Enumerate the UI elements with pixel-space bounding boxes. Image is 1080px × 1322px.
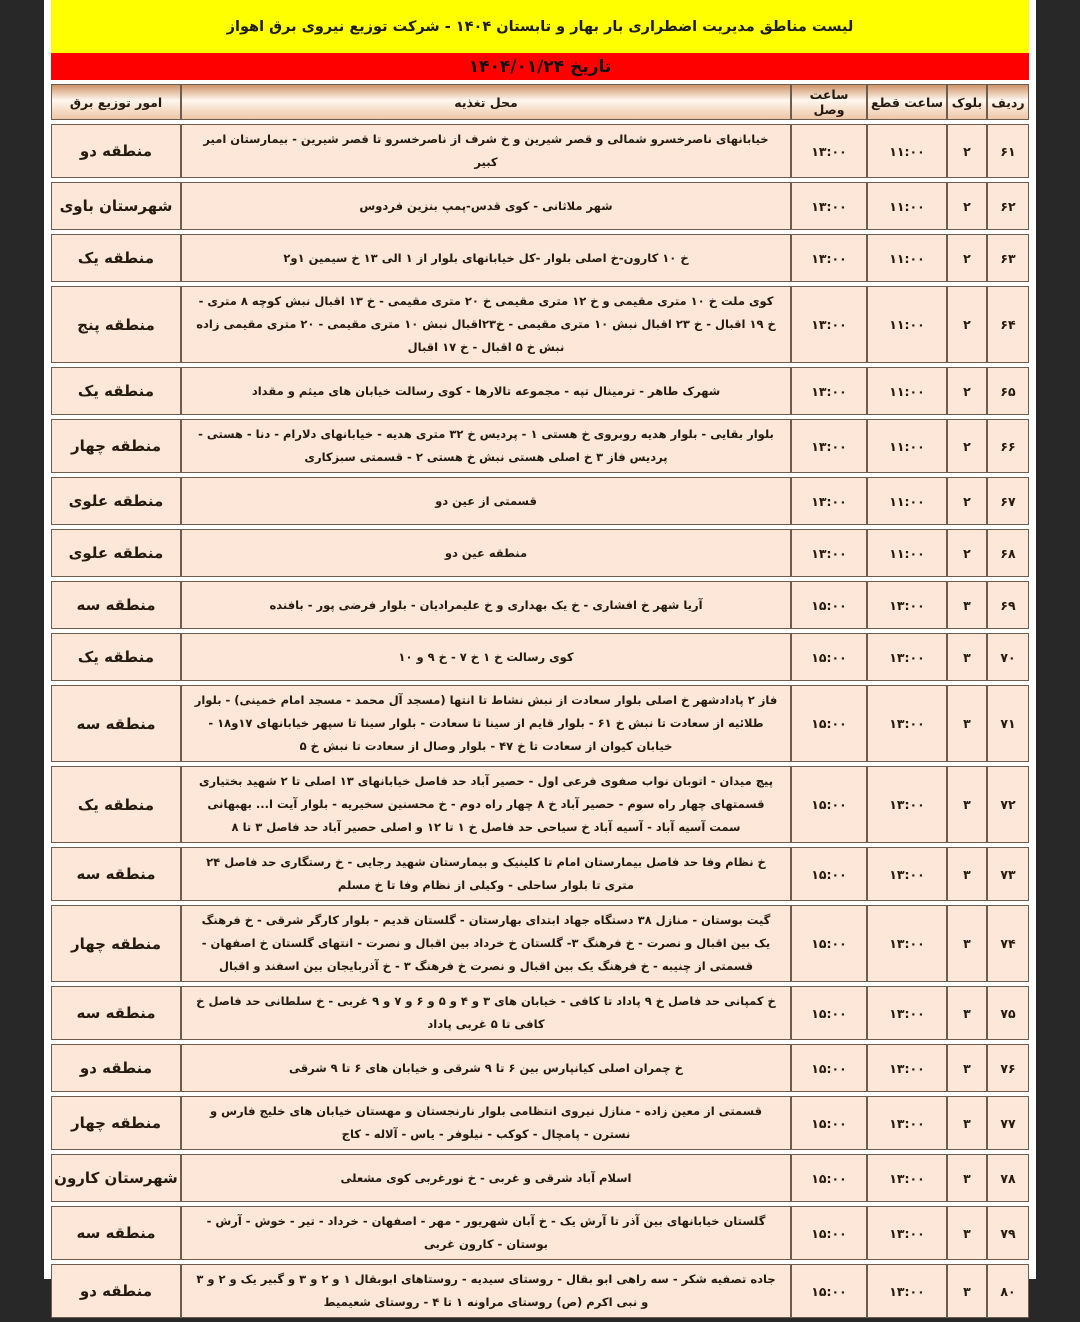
- feeding-location-cell: خ ۱۰ کارون-خ اصلی بلوار -کل خیابانهای بلوار از ۱ الی ۱۳ خ سیمین ۱و۲: [181, 234, 791, 282]
- table-row: [51, 367, 1029, 415]
- cut-time-cell: ۱۳:۰۰: [867, 766, 947, 843]
- feeding-location-cell: خ کمپانی حد فاصل خ ۹ پاداد تا کافی - خیابان های ۳ و ۴ و ۵ و ۶ و ۷ و ۹ غربی - خ سلطانی حد فاصل خ کافی تا ۵ غربی پاداد: [181, 986, 791, 1040]
- row-number-cell: ۶۱: [987, 124, 1029, 178]
- restore-time-cell: ۱۵:۰۰: [791, 1206, 867, 1260]
- row-number-cell: ۷۵: [987, 986, 1029, 1040]
- table-row: [51, 1096, 1029, 1150]
- table-row: [51, 477, 1029, 525]
- restore-time-cell: ۱۵:۰۰: [791, 847, 867, 901]
- table-row: [51, 633, 1029, 681]
- block-cell: ۳: [947, 986, 987, 1040]
- table-row: [51, 286, 1029, 363]
- restore-time-cell: ۱۵:۰۰: [791, 986, 867, 1040]
- feeding-location-cell: کوی ملت خ ۱۰ متری مقیمی و خ ۱۲ متری مقیمی خ ۲۰ متری مقیمی - خ ۱۳ اقبال نبش کوچه ۸ متری - خ ۱۹ اقبال - خ ۲۳ اقبال نبش ۱۰ متری مقیمی - خ۲۳اقبال نبش ۱۰ متری مقیمی - ۲۰ متری مقیمی زاده نبش خ ۵ اقبال - خ ۱۷ اقبال: [181, 286, 791, 363]
- restore-time-cell: ۱۵:۰۰: [791, 1264, 867, 1318]
- row-number-cell: ۷۲: [987, 766, 1029, 843]
- feeding-location-cell: خیابانهای ناصرخسرو شمالی و قصر شیرین و خ شرف از ناصرخسرو تا قصر شیرین - بیمارستان امیر کبیر: [181, 124, 791, 178]
- distribution-region-cell: منطقه یک: [51, 367, 181, 415]
- distribution-region-cell: منطقه یک: [51, 633, 181, 681]
- date-band: [51, 53, 1029, 80]
- table-row: [51, 124, 1029, 178]
- feeding-location-cell: منطقه عین دو: [181, 529, 791, 577]
- block-cell: ۳: [947, 1154, 987, 1202]
- title-band: [51, 0, 1029, 53]
- cut-time-cell: ۱۱:۰۰: [867, 477, 947, 525]
- block-cell: ۲: [947, 477, 987, 525]
- row-number-cell: ۶۳: [987, 234, 1029, 282]
- block-cell: ۳: [947, 685, 987, 762]
- row-number-cell: ۷۷: [987, 1096, 1029, 1150]
- restore-time-cell: ۱۵:۰۰: [791, 633, 867, 681]
- distribution-region-cell: منطقه یک: [51, 234, 181, 282]
- distribution-region-cell: منطقه علوی: [51, 529, 181, 577]
- row-number-cell: ۷۴: [987, 905, 1029, 982]
- restore-time-cell: ۱۵:۰۰: [791, 581, 867, 629]
- block-cell: ۲: [947, 367, 987, 415]
- header-block: بلوک: [947, 84, 987, 120]
- feeding-location-cell: پیچ میدان - اتوبان نواب صفوی فرعی اول - حصیر آباد حد فاصل خیابانهای ۱۳ اصلی تا ۲ شهید بختیاری قسمتهای چهار راه سوم - حصیر آباد خ ۸ چهار راه دوم - خ محسنین سخیریه - بلوار آیت ا... بهبهانی سمت آسیه آباد - آسیه آباد خ سیاحی حد فاصل خ ۱ تا ۱۲ و اصلی حصیر آباد حد فاصل ۳ تا ۸: [181, 766, 791, 843]
- distribution-region-cell: منطقه سه: [51, 986, 181, 1040]
- table-row: [51, 182, 1029, 230]
- restore-time-cell: ۱۵:۰۰: [791, 766, 867, 843]
- restore-time-cell: ۱۳:۰۰: [791, 477, 867, 525]
- cut-time-cell: ۱۳:۰۰: [867, 1264, 947, 1318]
- header-distribution-region: امور توزیع برق: [51, 84, 181, 120]
- restore-time-cell: ۱۵:۰۰: [791, 1154, 867, 1202]
- schedule-rows: [51, 124, 1029, 1318]
- cut-time-cell: ۱۱:۰۰: [867, 234, 947, 282]
- table-row: [51, 1206, 1029, 1260]
- cut-time-cell: ۱۱:۰۰: [867, 124, 947, 178]
- cut-time-cell: ۱۱:۰۰: [867, 419, 947, 473]
- distribution-region-cell: منطقه دو: [51, 1044, 181, 1092]
- row-number-cell: ۸۰: [987, 1264, 1029, 1318]
- row-number-cell: ۶۵: [987, 367, 1029, 415]
- block-cell: ۳: [947, 1264, 987, 1318]
- page-title: لیست مناطق مدیریت اضطراری بار بهار و تابستان ۱۴۰۴ - شرکت توزیع نیروی برق اهواز: [226, 18, 854, 35]
- row-number-cell: ۶۷: [987, 477, 1029, 525]
- distribution-region-cell: منطقه سه: [51, 685, 181, 762]
- distribution-region-cell: منطقه علوی: [51, 477, 181, 525]
- cut-time-cell: ۱۳:۰۰: [867, 633, 947, 681]
- distribution-region-cell: منطقه سه: [51, 581, 181, 629]
- distribution-region-cell: منطقه چهار: [51, 905, 181, 982]
- distribution-region-cell: منطقه چهار: [51, 1096, 181, 1150]
- feeding-location-cell: گیت بوستان - منازل ۳۸ دستگاه جهاد ابتدای بهارستان - گلستان قدیم - بلوار کارگر شرقی - خ فرهنگ یک بین اقبال و نصرت - خ فرهنگ ۳- گلستان خ خرداد بین اقبال و نصرت - انتهای گلستان خ اصفهان - قسمتی از چنیبه - خ فرهنگ یک بین اقبال و نصرت خ فرهنگ ۳ - خ آذربایجان بین اسفند و اقبال: [181, 905, 791, 982]
- distribution-region-cell: شهرستان کارون: [51, 1154, 181, 1202]
- distribution-region-cell: منطقه سه: [51, 847, 181, 901]
- feeding-location-cell: جاده تصفیه شکر - سه راهی ابو بقال - روستای سیدیه - روستاهای ابوبقال ۱ و ۲ و ۳ و گبیر یک و ۲ و ۳ و نبی اکرم (ص) روستای مراونه ۱ تا ۴ - روستای شعیمیط: [181, 1264, 791, 1318]
- feeding-location-cell: گلستان خیابانهای بین آذر تا آرش یک - خ آبان شهریور - مهر - اصفهان - خرداد - تیر - خوش - آرش - بوستان - کارون غربی: [181, 1206, 791, 1260]
- cut-time-cell: ۱۳:۰۰: [867, 581, 947, 629]
- restore-time-cell: ۱۵:۰۰: [791, 1096, 867, 1150]
- distribution-region-cell: منطقه پنج: [51, 286, 181, 363]
- block-cell: ۳: [947, 1096, 987, 1150]
- restore-time-cell: ۱۳:۰۰: [791, 419, 867, 473]
- row-number-cell: ۷۹: [987, 1206, 1029, 1260]
- row-number-cell: ۶۴: [987, 286, 1029, 363]
- block-cell: ۳: [947, 847, 987, 901]
- block-cell: ۳: [947, 1044, 987, 1092]
- feeding-location-cell: قسمتی از عین دو: [181, 477, 791, 525]
- restore-time-cell: ۱۳:۰۰: [791, 529, 867, 577]
- header-row-number: ردیف: [987, 84, 1029, 120]
- row-number-cell: ۶۲: [987, 182, 1029, 230]
- table-row: [51, 986, 1029, 1040]
- cut-time-cell: ۱۳:۰۰: [867, 905, 947, 982]
- block-cell: ۳: [947, 905, 987, 982]
- restore-time-cell: ۱۳:۰۰: [791, 367, 867, 415]
- distribution-region-cell: منطقه چهار: [51, 419, 181, 473]
- document-page: [44, 0, 1036, 1309]
- cut-time-cell: ۱۳:۰۰: [867, 1096, 947, 1150]
- feeding-location-cell: خ نظام وفا حد فاصل بیمارستان امام تا کلینیک و بیمارستان شهید رجایی - خ رستگاری حد فاصل ۲۴ متری تا بلوار ساحلی - وکیلی از نظام وفا تا خ مسلم: [181, 847, 791, 901]
- table-row: [51, 1264, 1029, 1318]
- header-feeding-location: محل تغذیه: [181, 84, 791, 120]
- row-number-cell: ۷۸: [987, 1154, 1029, 1202]
- distribution-region-cell: منطقه سه: [51, 1206, 181, 1260]
- row-number-cell: ۶۹: [987, 581, 1029, 629]
- header-restore-time: ساعت وصل: [791, 84, 867, 120]
- block-cell: ۳: [947, 633, 987, 681]
- block-cell: ۲: [947, 234, 987, 282]
- feeding-location-cell: آریا شهر خ افشاری - خ یک بهداری و خ علیمرادیان - بلوار فرضی پور - بافنده: [181, 581, 791, 629]
- restore-time-cell: ۱۳:۰۰: [791, 234, 867, 282]
- table-row: [51, 685, 1029, 762]
- table-header-row: [51, 84, 1029, 120]
- restore-time-cell: ۱۳:۰۰: [791, 124, 867, 178]
- feeding-location-cell: کوی رسالت خ ۱ خ ۷ - خ ۹ و ۱۰: [181, 633, 791, 681]
- row-number-cell: ۷۶: [987, 1044, 1029, 1092]
- feeding-location-cell: خ چمران اصلی کیانپارس بین ۶ تا ۹ شرقی و خیابان های ۶ تا ۹ شرقی: [181, 1044, 791, 1092]
- feeding-location-cell: اسلام آباد شرقی و غربی - خ نورغربی کوی مشعلی: [181, 1154, 791, 1202]
- restore-time-cell: ۱۵:۰۰: [791, 1044, 867, 1092]
- block-cell: ۲: [947, 124, 987, 178]
- distribution-region-cell: شهرستان باوی: [51, 182, 181, 230]
- table-row: [51, 419, 1029, 473]
- table-row: [51, 581, 1029, 629]
- distribution-region-cell: منطقه یک: [51, 766, 181, 843]
- cut-time-cell: ۱۳:۰۰: [867, 986, 947, 1040]
- cut-time-cell: ۱۳:۰۰: [867, 847, 947, 901]
- row-number-cell: ۷۳: [987, 847, 1029, 901]
- distribution-region-cell: منطقه دو: [51, 124, 181, 178]
- block-cell: ۲: [947, 529, 987, 577]
- cut-time-cell: ۱۳:۰۰: [867, 1206, 947, 1260]
- table-row: [51, 1044, 1029, 1092]
- block-cell: ۲: [947, 286, 987, 363]
- table-row: [51, 766, 1029, 843]
- header-cut-time: ساعت قطع: [867, 84, 947, 120]
- cut-time-cell: ۱۱:۰۰: [867, 367, 947, 415]
- table-row: [51, 1154, 1029, 1202]
- cut-time-cell: ۱۳:۰۰: [867, 1154, 947, 1202]
- feeding-location-cell: قسمتی از معین زاده - منازل نیروی انتظامی بلوار نارنجستان و مهستان خیابان های خلیج فارس و نسترن - پامچال - کوکب - نیلوفر - یاس - آلاله - کاج: [181, 1096, 791, 1150]
- block-cell: ۳: [947, 766, 987, 843]
- table-row: [51, 847, 1029, 901]
- row-number-cell: ۷۱: [987, 685, 1029, 762]
- block-cell: ۳: [947, 1206, 987, 1260]
- restore-time-cell: ۱۳:۰۰: [791, 286, 867, 363]
- restore-time-cell: ۱۵:۰۰: [791, 685, 867, 762]
- cut-time-cell: ۱۱:۰۰: [867, 182, 947, 230]
- feeding-location-cell: فاز ۲ پادادشهر خ اصلی بلوار سعادت از نبش نشاط تا انتها (مسجد آل محمد - مسجد امام خمینی) - بلوار طلائیه از سعادت تا نبش خ ۶۱ - بلوار قایم از سینا تا سعادت - بلوار سینا تا سپهر خیابانهای ۱۷و۱۸ - خیابان کیوان از سعادت تا خ ۴۷ - بلوار وصال از سعادت تا نبش خ ۵: [181, 685, 791, 762]
- restore-time-cell: ۱۵:۰۰: [791, 905, 867, 982]
- feeding-location-cell: شهر ملاثانی - کوی قدس-پمپ بنزین فردوس: [181, 182, 791, 230]
- row-number-cell: ۷۰: [987, 633, 1029, 681]
- table-row: [51, 529, 1029, 577]
- outage-schedule-table: [51, 80, 1029, 1322]
- row-number-cell: ۶۶: [987, 419, 1029, 473]
- cut-time-cell: ۱۳:۰۰: [867, 685, 947, 762]
- block-cell: ۲: [947, 419, 987, 473]
- distribution-region-cell: منطقه دو: [51, 1264, 181, 1318]
- cut-time-cell: ۱۱:۰۰: [867, 286, 947, 363]
- block-cell: ۲: [947, 182, 987, 230]
- restore-time-cell: ۱۳:۰۰: [791, 182, 867, 230]
- row-number-cell: ۶۸: [987, 529, 1029, 577]
- feeding-location-cell: بلوار بقایی - بلوار هدیه روبروی خ هستی ۱ - پردیس خ ۳۲ متری هدیه - خیابانهای دلارام - دنا - هستی - پردیس فاز ۳ خ اصلی هستی نبش خ هستی ۲ - قسمتی سبزکاری: [181, 419, 791, 473]
- table-row: [51, 234, 1029, 282]
- feeding-location-cell: شهرک طاهر - ترمینال تپه - مجموعه تالارها - کوی رسالت خیابان های میثم و مقداد: [181, 367, 791, 415]
- block-cell: ۳: [947, 581, 987, 629]
- cut-time-cell: ۱۱:۰۰: [867, 529, 947, 577]
- cut-time-cell: ۱۳:۰۰: [867, 1044, 947, 1092]
- date-label: تاریخ ۱۴۰۴/۰۱/۲۴: [468, 56, 612, 77]
- table-row: [51, 905, 1029, 982]
